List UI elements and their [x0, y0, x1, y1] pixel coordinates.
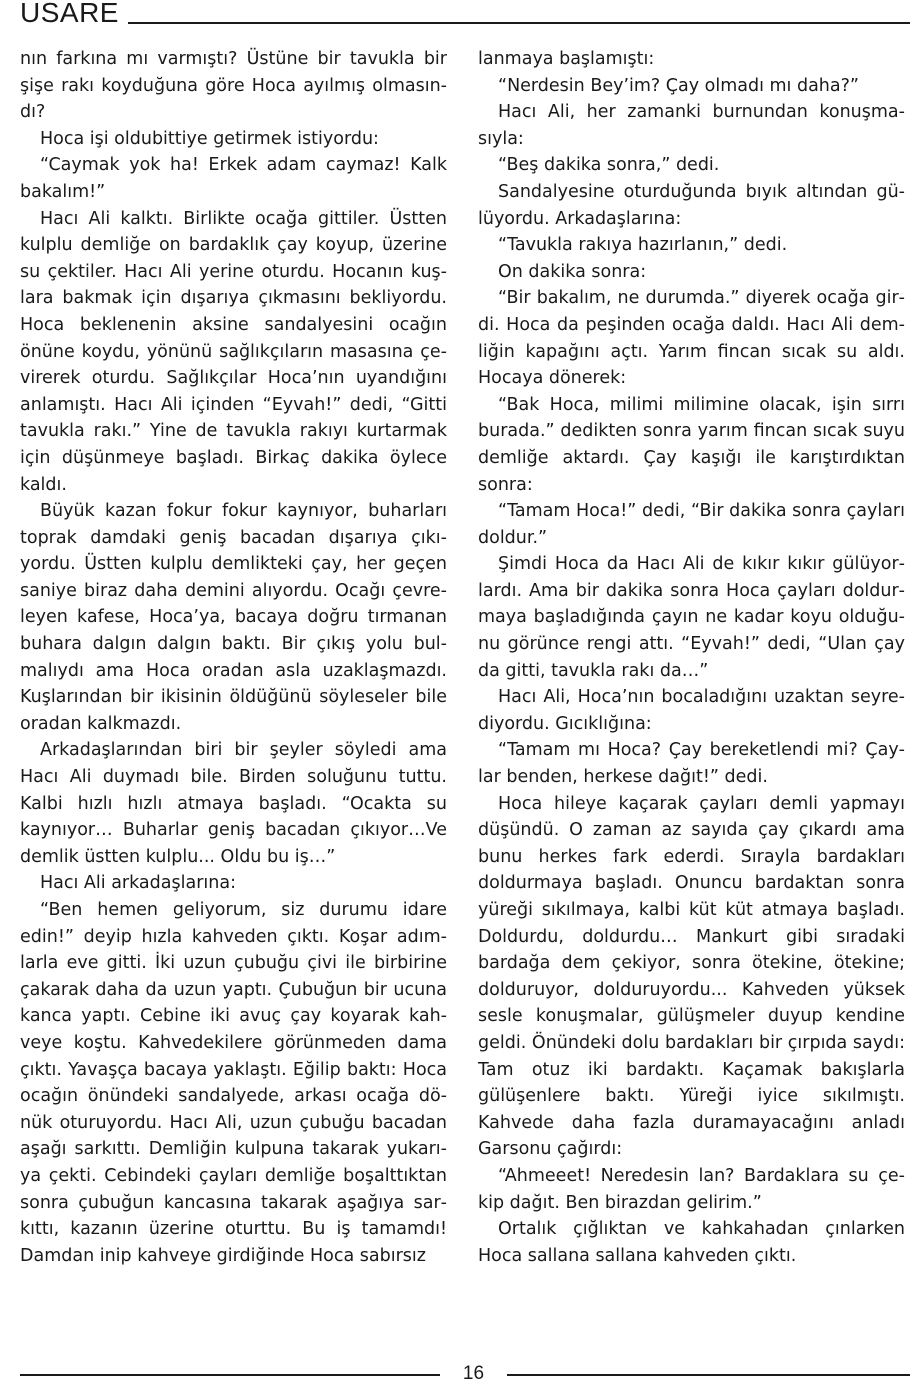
paragraph: “Nerdesin Bey’im? Çay olmadı mı daha?”	[498, 75, 859, 96]
paragraph: “Ahmeeet! Neredesin lan? Bardaklara su çekip dağıt. Ben birazdan gelirim.”	[478, 1165, 905, 1213]
paragraph: nın farkına mı varmıştı? Üstüne bir tavukla bir şişe rakı koyduğuna göre Hoca ayılmış olmasındı?	[20, 49, 447, 123]
paragraph: Hacı Ali, Hoca’nın bocaladığını uzaktan seyrediyordu. Gıcıklığına:	[478, 687, 905, 734]
paragraph: Hacı Ali kalktı. Birlikte ocağa gittiler. Üstten kulplu demliğe on bardaklık çay koyup, üzerine su çektiler. Hacı Ali yerine oturdu. Hocanın kuşlara bakmak için dışarıya çıkmasını bekliyordu. Hoca beklenenin aksine sandalyesini ocağın önüne koydu, yönünü sağlıkçıların masasına çevirerek oturdu. Sağlıkçılar Hoca’nın uyandığını anlamıştı. Hacı Ali içinden “Eyvah!” dedi, “Gitti tavukla rakı.” Yine de tavukla rakıyı kurtarmak için düşünmeye başladı. Birkaç dakika öylece kaldı.	[20, 208, 447, 495]
paragraph: Sandalyesine oturduğunda bıyık altından gülüyordu. Arkadaşlarına:	[478, 181, 905, 229]
paragraph: Büyük kazan fokur fokur kaynıyor, buharları toprak damdaki geniş bacadan dışarıya çıkıyordu. Üstten kulplu demlikteki çay, her geçen saniye biraz daha demini alıyordu. Ocağı çevreleyen kafese, Hoca’ya, bacaya doğru tırmanan buhara dalgın dalgın baktı. Bir çıkış yolu bulmalıydı ama Hoca oradan asla uzaklaşmazdı. Kuşlarından bir ikisinin öldüğünü söyleseler bile oradan kalkmazdı.	[20, 501, 447, 734]
paragraph: Hacı Ali, her zamanki burnundan konuşmasıyla:	[478, 102, 905, 149]
paragraph: “Bak Hoca, milimi milimine olacak, işin sırrı burada.” dedikten sonra yarım fincan sıcak suyu demliğe aktardı. Çay kaşığı ile karıştırdıktan sonra:	[478, 394, 905, 495]
paragraph: “Caymak yok ha! Erkek adam caymaz! Kalk bakalım!”	[20, 155, 447, 202]
paragraph: “Beş dakika sonra,” dedi.	[498, 155, 720, 176]
page-footer	[20, 1360, 910, 1390]
paragraph: “Tamam mı Hoca? Çay bereketlendi mi? Çaylar benden, herkese dağıt!” dedi.	[478, 740, 905, 788]
paragraph: Hacı Ali arkadaşlarına:	[40, 873, 236, 894]
paragraph: On dakika sonra:	[498, 261, 647, 282]
footer-rule-left	[20, 1374, 440, 1376]
paragraph: “Ben hemen geliyorum, siz durumu idare edin!” deyip hızla kahveden çıktı. Koşar adımlarla eve gitti. İki uzun çubuğu çivi ile birbirine çakarak daha da uzun yaptı. Çubuğun bir ucuna kanca yaptı. Cebine iki avuç çay koyarak kahveye koştu. Kahvedekilere görünmeden dama çıktı. Yavaşça bacaya yaklaştı. Eğilip baktı: Hoca ocağın önündeki sandalyede, arkası ocağa dönük oturuyordu. Hacı Ali, uzun çubuğu bacadan aşağı sarkıttı. Demliğin kulpuna takarak yukarıya çekti. Cebindeki çayları demliğe boşalttıktan sonra çubuğun kancasına takarak aşağıya sarkıttı, kazanın üzerine oturttu. Bu iş tamamdı! Damdan inip kahveye girdiğinde Hoca sabırsız	[20, 900, 447, 1266]
paragraph: Şimdi Hoca da Hacı Ali de kıkır kıkır gülüyorlardı. Ama bir dakika sonra Hoca çayları doldurmaya başladığında çayın ne kadar koyu olduğunu görünce rengi attı. “Eyvah!” dedi, “Ulan çay da gitti, tavukla rakı da…”	[478, 554, 905, 681]
page-header	[20, 0, 910, 30]
paragraph: “Tamam Hoca!” dedi, “Bir dakika sonra çayları doldur.”	[478, 501, 905, 548]
footer-rule-right	[507, 1374, 910, 1376]
left-column	[20, 46, 447, 1269]
magazine-title: USARE	[20, 0, 119, 28]
header-rule	[128, 22, 910, 24]
right-column	[478, 46, 905, 1269]
paragraph: “Tavukla rakıya hazırlanın,” dedi.	[498, 235, 788, 256]
paragraph: Arkadaşlarından biri bir şeyler söyledi ama Hacı Ali duymadı bile. Birden soluğunu tuttu. Kalbi hızlı hızlı atmaya başladı. “Ocakta su kaynıyor… Buharlar geniş bacadan çıkıyor…Ve demlik üstten kulplu... Oldu bu iş…”	[20, 740, 447, 867]
paragraph: lanmaya başlamıştı:	[478, 49, 655, 69]
paragraph: “Bir bakalım, ne durumda.” diyerek ocağa girdi. Hoca da peşinden ocağa daldı. Hacı Ali demliğin kapağını açtı. Yarım fincan sıcak su aldı. Hocaya dönerek:	[478, 288, 905, 389]
paragraph: Ortalık çığlıktan ve kahkahadan çınlarken Hoca sallana sallana kahveden çıktı.	[478, 1219, 905, 1266]
page-number: 16	[462, 1363, 485, 1384]
paragraph: Hoca işi oldubittiye getirmek istiyordu:	[40, 128, 379, 149]
paragraph: Hoca hileye kaçarak çayları demli yapmayı düşündü. O zaman az sayıda çay çıkardı ama bunu herkes fark ederdi. Sırayla bardakları doldurmaya başladı. Onuncu bardaktan sonra yüreği sıkılmaya, kalbi küt küt atmaya başladı. Doldurdu, doldurdu… Mankurt gibi sıradaki bardağa dem çekiyor, sonra ötekine, ötekine; dolduruyor, dolduruyordu... Kahveden yüksek sesle konuşmalar, gülüşmeler duyup kendine geldi. Önündeki dolu bardakları bir çırpıda saydı: Tam otuz iki bardaktı. Kaçamak bakışlarla gülüşenlere baktı. Yüreği iyice sıkılmıştı. Kahvede daha fazla duramayacağını anladı Garsonu çağırdı:	[478, 793, 905, 1160]
